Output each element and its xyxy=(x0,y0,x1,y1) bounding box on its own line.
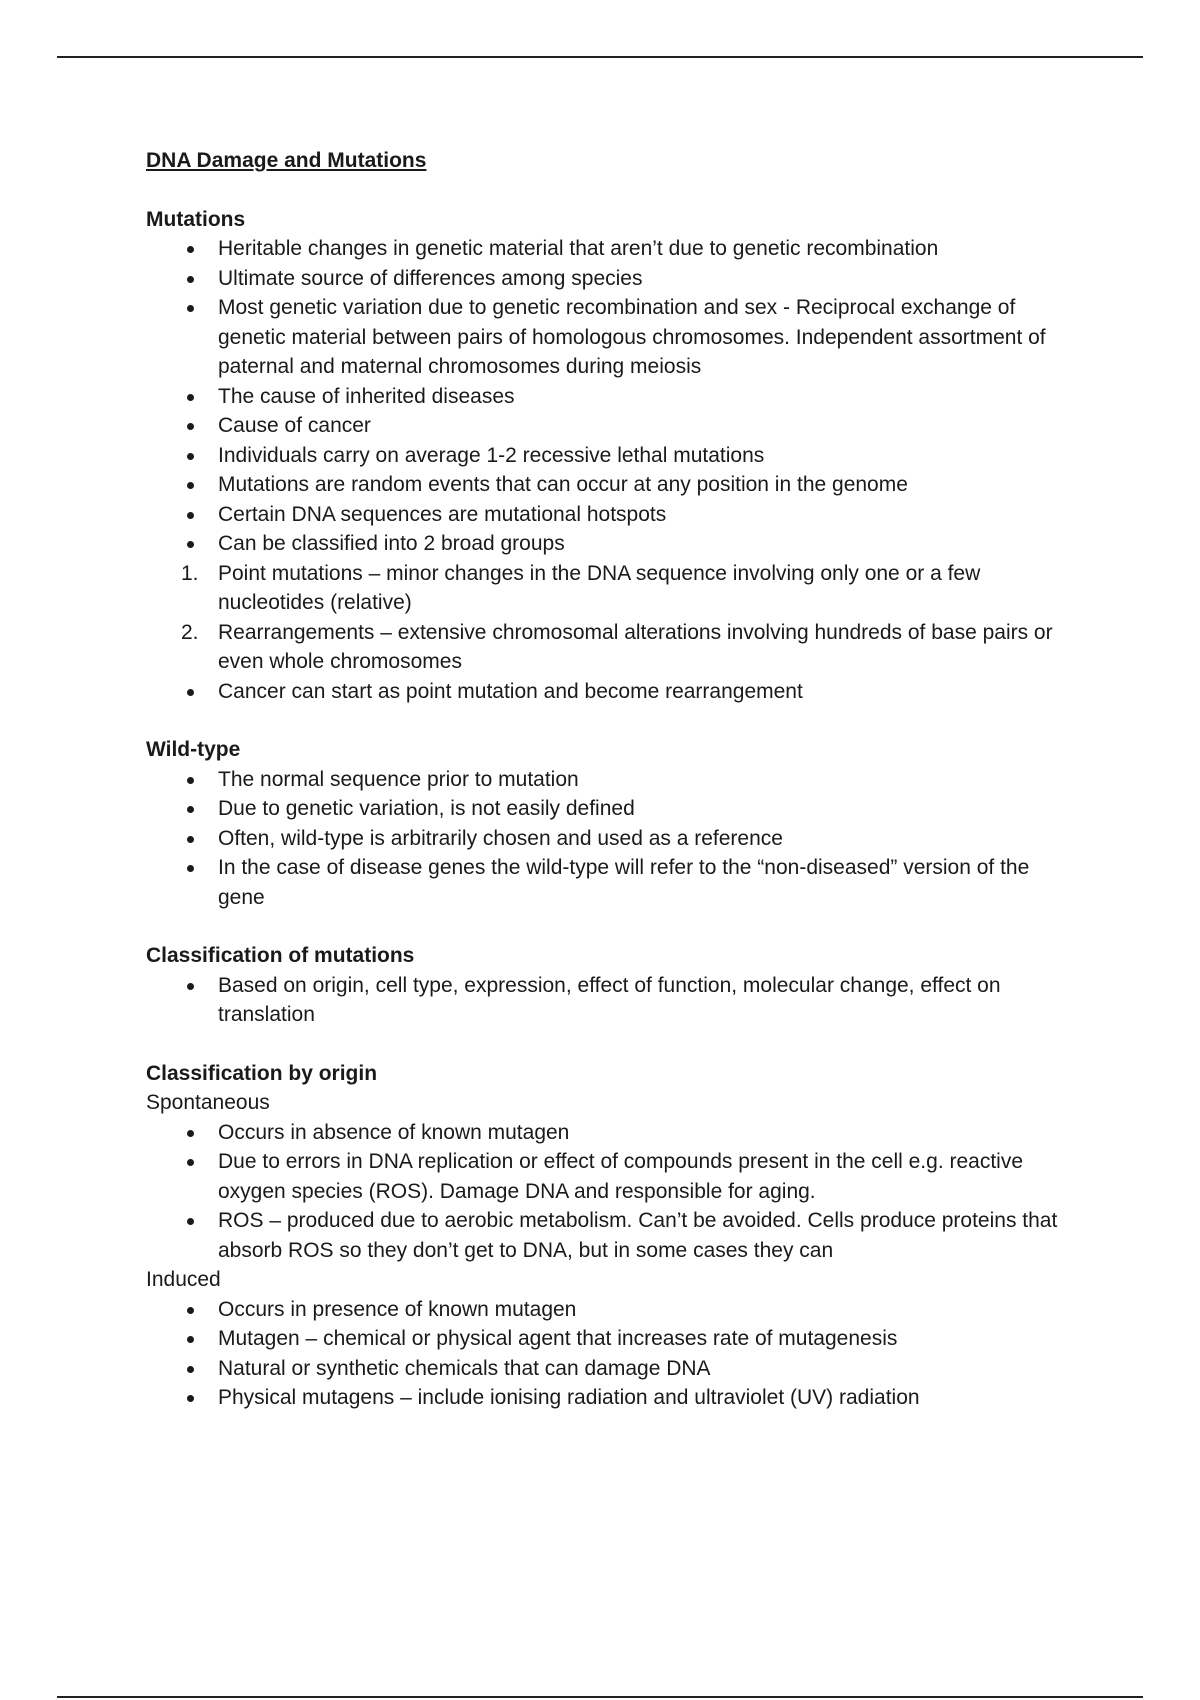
bottom-rule xyxy=(57,1696,1143,1698)
bullet-icon xyxy=(187,423,194,430)
section-classification xyxy=(146,941,1066,1030)
bullet-icon xyxy=(187,806,194,813)
bullet-list xyxy=(146,1295,1066,1413)
list-item: Cancer can start as point mutation and become rearrangement xyxy=(146,677,1066,707)
document-body xyxy=(146,146,1066,1442)
list-item: Mutagen – chemical or physical agent that increases rate of mutagenesis xyxy=(146,1324,1066,1354)
bullet-icon xyxy=(187,1366,194,1373)
section-wild-type xyxy=(146,735,1066,912)
list-item: In the case of disease genes the wild-type will refer to the “non-diseased” version of the gene xyxy=(146,853,1066,912)
list-item: Mutations are random events that can occur at any position in the genome xyxy=(146,470,1066,500)
sub-heading-induced: Induced xyxy=(146,1268,221,1291)
list-item: Based on origin, cell type, expression, effect of function, molecular change, effect on translation xyxy=(146,971,1066,1030)
list-item: Can be classified into 2 broad groups xyxy=(146,529,1066,559)
list-item: The cause of inherited diseases xyxy=(146,382,1066,412)
list-item: Ultimate source of differences among species xyxy=(146,264,1066,294)
bullet-list xyxy=(146,1118,1066,1266)
bullet-icon xyxy=(187,541,194,548)
list-item: Occurs in presence of known mutagen xyxy=(146,1295,1066,1325)
bullet-icon xyxy=(187,777,194,784)
bullet-icon xyxy=(187,1336,194,1343)
bullet-icon xyxy=(187,1159,194,1166)
bullet-icon xyxy=(187,689,194,696)
bullet-list xyxy=(146,677,1066,707)
bullet-icon xyxy=(187,1218,194,1225)
bullet-icon xyxy=(187,276,194,283)
bullet-icon xyxy=(187,1307,194,1314)
list-item: Physical mutagens – include ionising radiation and ultraviolet (UV) radiation xyxy=(146,1383,1066,1413)
numbered-item: 2. Rearrangements – extensive chromosomal alterations involving hundreds of base pairs or even whole chromosomes xyxy=(146,618,1066,677)
bullet-icon xyxy=(187,453,194,460)
list-item: Often, wild-type is arbitrarily chosen and used as a reference xyxy=(146,824,1066,854)
list-item: Due to genetic variation, is not easily defined xyxy=(146,794,1066,824)
section-heading-wild-type: Wild-type xyxy=(146,738,241,761)
bullet-icon xyxy=(187,394,194,401)
list-item: Cause of cancer xyxy=(146,411,1066,441)
list-item: Due to errors in DNA replication or effect of compounds present in the cell e.g. reactive oxygen species (ROS). Damage DNA and responsible for aging. xyxy=(146,1147,1066,1206)
document-title: DNA Damage and Mutations xyxy=(146,149,427,172)
section-heading-classification: Classification of mutations xyxy=(146,944,415,967)
section-mutations xyxy=(146,205,1066,707)
numbered-list xyxy=(146,559,1066,677)
bullet-icon xyxy=(187,1130,194,1137)
item-number: 1. xyxy=(181,561,199,585)
bullet-icon xyxy=(187,512,194,519)
bullet-icon xyxy=(187,865,194,872)
bullet-icon xyxy=(187,1395,194,1402)
item-number: 2. xyxy=(181,620,199,644)
bullet-icon xyxy=(187,983,194,990)
bullet-icon xyxy=(187,482,194,489)
list-item: Individuals carry on average 1-2 recessive lethal mutations xyxy=(146,441,1066,471)
sub-heading-spontaneous: Spontaneous xyxy=(146,1091,270,1114)
numbered-item: 1. Point mutations – minor changes in the DNA sequence involving only one or a few nucleotides (relative) xyxy=(146,559,1066,618)
list-item: Most genetic variation due to genetic recombination and sex - Reciprocal exchange of genetic material between pairs of homologous chromosomes. Independent assortment of paternal and maternal chromosomes during meiosis xyxy=(146,293,1066,382)
list-item: Natural or synthetic chemicals that can damage DNA xyxy=(146,1354,1066,1384)
bullet-icon xyxy=(187,246,194,253)
list-item: Certain DNA sequences are mutational hotspots xyxy=(146,500,1066,530)
top-rule xyxy=(57,56,1143,58)
bullet-list xyxy=(146,234,1066,559)
section-heading-by-origin: Classification by origin xyxy=(146,1061,378,1085)
bullet-icon xyxy=(187,305,194,312)
section-heading-mutations: Mutations xyxy=(146,207,246,231)
bullet-list xyxy=(146,765,1066,913)
bullet-icon xyxy=(187,836,194,843)
list-item: Heritable changes in genetic material that aren’t due to genetic recombination xyxy=(146,234,1066,264)
list-item: The normal sequence prior to mutation xyxy=(146,765,1066,795)
list-item: Occurs in absence of known mutagen xyxy=(146,1118,1066,1148)
list-item: ROS – produced due to aerobic metabolism. Can’t be avoided. Cells produce proteins that absorb ROS so they don’t get to DNA, but in some cases they can xyxy=(146,1206,1066,1265)
bullet-list xyxy=(146,971,1066,1030)
section-by-origin xyxy=(146,1059,1066,1413)
